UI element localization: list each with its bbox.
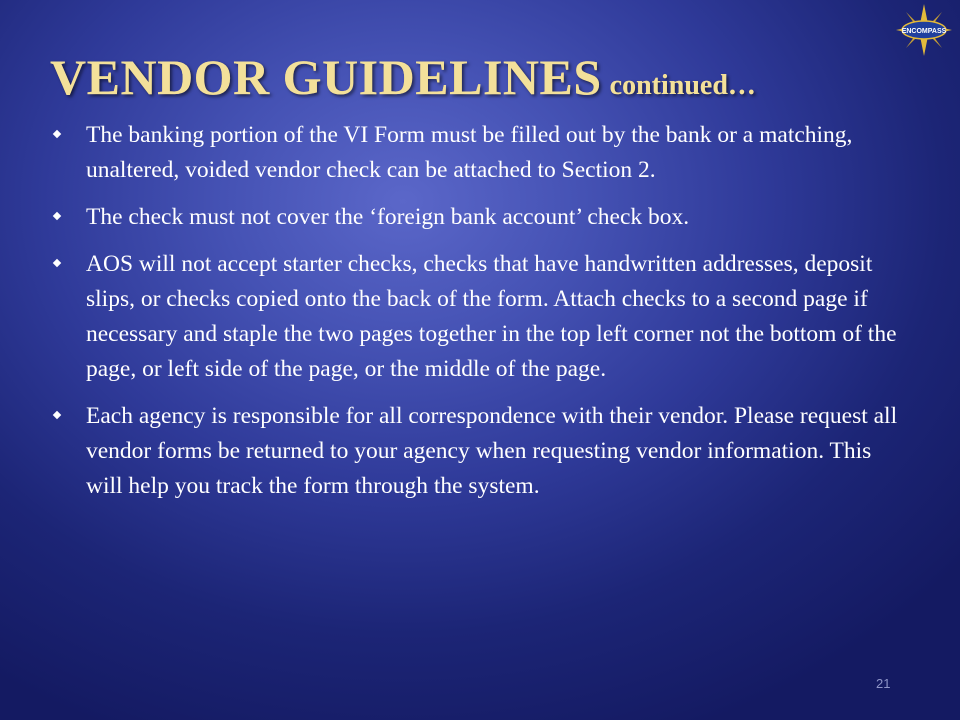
bullet-item [52, 118, 912, 188]
diamond-bullet-icon [53, 212, 61, 220]
logo-text: ENCOMPASS [901, 28, 947, 35]
bullet-text: The check must not cover the ‘foreign bank account’ check box. [86, 204, 690, 230]
bullet-text: Each agency is responsible for all correspondence with their vendor. Please request all vendor forms be returned to your agency when requesting vendor information. This will help you track the form through the system. [86, 403, 898, 499]
diamond-bullet-icon [53, 411, 61, 419]
bullet-text: AOS will not accept starter checks, checks that have handwritten addresses, deposit slips, or checks copied onto the back of the form. Attach checks to a second page if necessary and staple the two pages together in the top left corner not the bottom of the page, or left side of the page, or the middle of the page. [86, 251, 897, 382]
bullet-item [52, 247, 912, 387]
diamond-bullet-icon [53, 130, 61, 138]
encompass-logo-icon [896, 4, 952, 56]
bullet-item [52, 200, 912, 235]
slide-title [50, 48, 756, 106]
diamond-bullet-icon [53, 259, 61, 267]
bullet-text: The banking portion of the VI Form must be filled out by the bank or a matching, unaltered, voided vendor check can be attached to Section 2. [86, 122, 853, 183]
bullet-item [52, 399, 912, 504]
page-number: 21 [876, 676, 891, 691]
title-main: VENDOR GUIDELINES [50, 49, 602, 105]
bullet-list [52, 118, 912, 516]
title-continued: continued… [609, 70, 756, 101]
